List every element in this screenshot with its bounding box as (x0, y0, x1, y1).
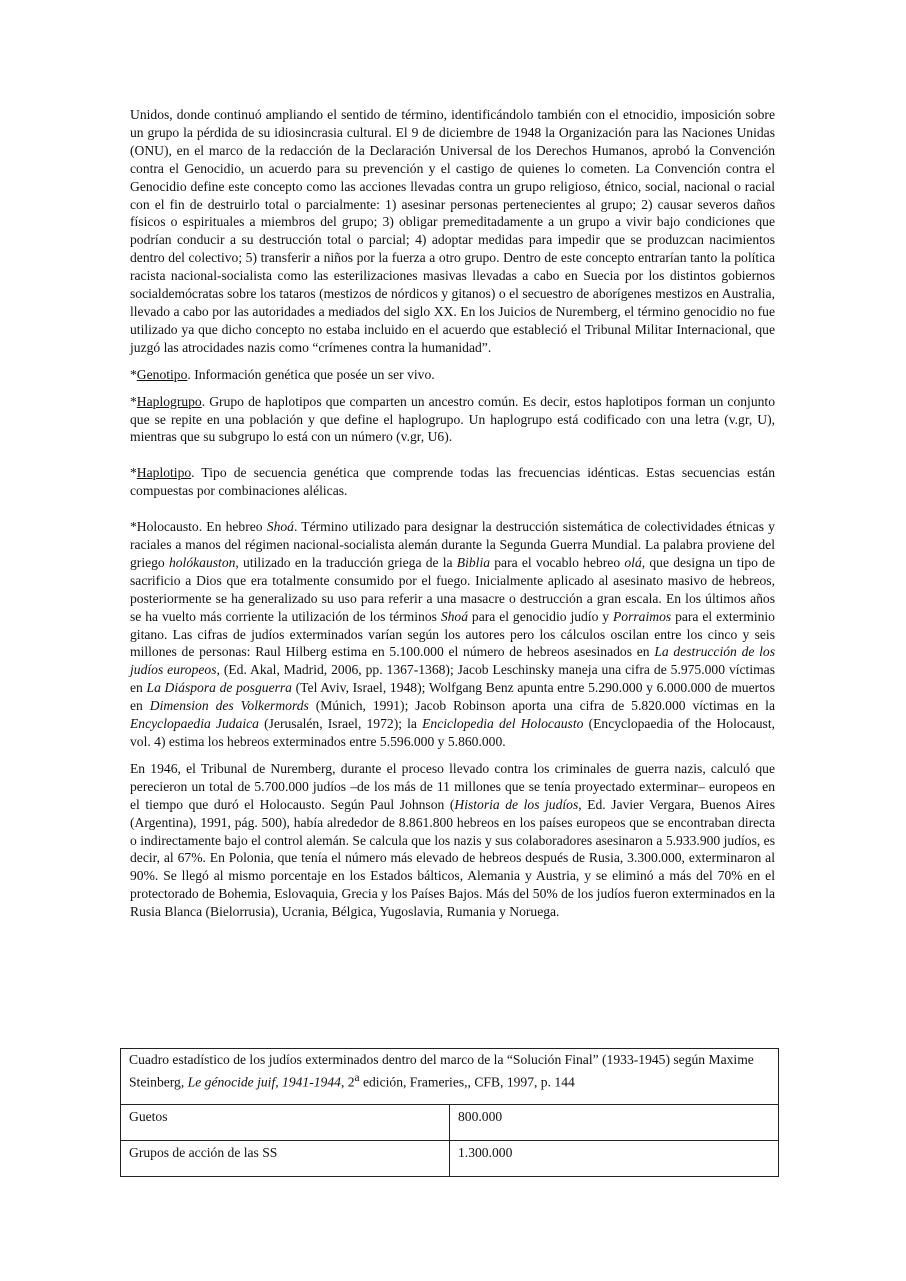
text-run: para el vocablo hebreo (490, 554, 625, 570)
text-run: (Tel Aviv, Israel, 1948); Wolfgang Benz apunta entre 5.290.000 y 6.000.000 de muertos en (130, 680, 775, 714)
row-value: 1.300.000 (450, 1141, 779, 1177)
paragraph-1946 (130, 760, 775, 921)
italic-run: Shoá (266, 519, 294, 535)
text-run: , utilizado en la traducción griega de la (235, 554, 457, 570)
entry-haplogrupo (130, 393, 775, 447)
table-row (121, 1105, 779, 1141)
italic-run: Encyclopaedia Judaica (130, 716, 259, 732)
text-run: , Ed. Javier Vergara, Buenos Aires (Argentina), 1991, pág. 500), había alrededor de 8.861.800 hebreos en los países europeos que se encontraban directa o indirectamente bajo el control alemán. Se calcula que los nazis y sus colaboradores asesinaron a 5.933.900 judíos, es decir, al 67%. En Polonia, que tenía el número más elevado de hebreos después de Rusia, 3.300.000, exterminaron al 90%. Se llegó al mismo porcentaje en los Estados bálticos, Alemania y Austria, y se eliminó a más del 70% en el protectorado de Bohemia, Eslovaquia, Grecia y los Países Bajos. Más del 50% de los judíos fueron exterminados en la Rusia Blanca (Bielorrusia), Ucrania, Bélgica, Yugoslavia, Rumania y Noruega. (130, 796, 775, 920)
term-haplotipo: Haplotipo (136, 465, 192, 481)
text-run: En 1946, el Tribunal de Nuremberg, durante el proceso llevado contra los criminales de guerra nazis, calculó que perecieron un total de 5.700.000 judíos –de los más de 11 millones que se tenía proyectado exterminar– europeos en el tiempo que duró el Holocausto. Según Paul Johnson ( (130, 760, 775, 812)
italic-run: Enciclopedia del Holocausto (422, 716, 584, 732)
text-run: *Holocausto. En hebreo (130, 519, 267, 535)
italic-run: Dimension des Volkermords (149, 698, 309, 714)
document-body (130, 106, 775, 921)
definition-haplotipo: . Tipo de secuencia genética que comprende todas las frecuencias idénticas. Estas secuencias están compuestas por combinaciones alélicas. (130, 465, 775, 499)
text-run: (Múnich, 1991); Jacob Robinson aporta una cifra de 5.820.000 víctimas en la (308, 698, 775, 714)
entry-prefix: * (130, 465, 137, 481)
term-haplogrupo: Haplogrupo (136, 393, 202, 409)
entry-haplotipo (130, 464, 775, 500)
text-run: edición, Frameries,, CFB, 1997, p. 144 (359, 1074, 575, 1090)
entry-prefix: * (130, 366, 137, 382)
table-row (121, 1141, 779, 1177)
table-caption (121, 1049, 779, 1105)
text-run: para el exterminio gitano. Las cifras de judíos exterminados varían según los autores pero los cálculos oscilan entre los cinco y seis millones de personas: Raul Hilberg estima en 5.100.000 el número de hebreos asesinados en (130, 608, 775, 660)
italic-run: Shoá (440, 608, 469, 624)
italic-run: Porraimos (613, 608, 672, 624)
paragraph-genocidio: Unidos, donde continuó ampliando el sentido de término, identificándolo también con el etnocidio, imposición sobre un grupo la pérdida de su idiosincrasia cultural. El 9 de diciembre de 1948 la Organización para las Naciones Unidas (ONU), en el marco de la redacción de la Declaración Universal de los Derechos Humanos, aprobó la Convención contra el Genocidio, un acuerdo para su prevención y el castigo de quienes lo cometen. La Convención contra el Genocidio define este concepto como las acciones llevadas contra un grupo religioso, étnico, social, nacional o racial con el fin de destruirlo total o parcialmente: 1) asesinar personas pertenecientes al grupo; 2) causar severos daños físicos o espirituales a miembros del grupo; 3) obligar premeditadamente a un grupo a vivir bajo condiciones que podrían conducir a su destrucción total o parcial; 4) adoptar medidas para impedir que se produzcan nacimientos dentro del colectivo; 5) transferir a niños por la fuerza a otro grupo. Dentro de este concepto entrarían tanto la política racista nacional-socialista como las esterilizaciones masivas llevadas a cabo en Suecia por los distintos gobiernos socialdemócratas sobre los tataros (mestizos de nórdicos y gitanos) o el secuestro de aborígenes mestizos en Australia, llevado a cabo por las autoridades a mediados del siglo XX. En los Juicios de Nuremberg, el término genocidio no fue utilizado ya que dicho concepto no estaba incluido en el acuerdo que estableció el Tribunal Militar Internacional, que juzgó las atrocidades nazis como “crímenes contra la humanidad”. (130, 107, 775, 355)
entry-prefix: * (130, 393, 137, 409)
text-run: (Encyclopaedia of the Holocaust, vol. 4) estima los hebreos exterminados entre 5.596.000 y 5.860.000. (130, 716, 776, 749)
text-run: . Término utilizado para designar la destrucción sistemática de colectividades étnicas y raciales a manos del régimen nacional-socialista alemán durante la Segunda Guerra Mundial. La palabra proviene del griego (130, 519, 775, 570)
superscript: a (354, 1072, 360, 1084)
definition-genotipo: . Información genética que posée un ser vivo. (187, 366, 435, 382)
text-run: , (Ed. Akal, Madrid, 2006, pp. 1367-1368); Jacob Leschinsky maneja una cifra de 5.975.000 víctimas en (130, 662, 775, 696)
italic-run: olá (624, 554, 642, 570)
row-label: Grupos de acción de las SS (121, 1141, 450, 1177)
italic-run: La destrucción de los judíos europeos (130, 644, 776, 678)
text-run: , 2 (340, 1074, 355, 1090)
italic-run: holókauston (168, 554, 236, 570)
entry-holocausto (130, 518, 775, 751)
text-run: , que designa un tipo de sacrificio a Dios que era totalmente consumido por el fuego. Inicialmente aplicado al asesinato masivo de hebreos, posteriormente se ha generalizado su uso para referir a una masacre o destrucción a gran escala. En los últimos años se ha vuelto más corriente la utilización de los términos (130, 554, 775, 624)
italic-run: Biblia (456, 554, 491, 570)
italic-run: Historia de los judíos (454, 796, 579, 812)
term-genotipo: Genotipo (136, 366, 188, 382)
entry-genotipo (130, 366, 775, 384)
italic-run: Le génocide juif, 1941-1944 (187, 1074, 341, 1090)
text-run: Cuadro estadístico de los judíos exterminados dentro del marco de la “Solución Final” (1933-1945) según Maxime Steinberg, (129, 1052, 754, 1090)
row-value: 800.000 (450, 1105, 779, 1141)
italic-run: La Diáspora de posguerra (146, 680, 292, 696)
text-run: (Jerusalén, Israel, 1972); la (258, 716, 423, 732)
text-run: para el genocidio judío y (468, 608, 613, 624)
row-label: Guetos (121, 1105, 450, 1141)
statistics-table (120, 1048, 779, 1177)
definition-haplogrupo: . Grupo de haplotipos que comparten un ancestro común. Es decir, estos haplotipos forman un conjunto que se repite en una población y que define el haplogrupo. Un haplogrupo está codificado con una letra (v.gr, U), mientras que su subgrupo lo está con un número (v.gr, U6). (130, 393, 775, 445)
